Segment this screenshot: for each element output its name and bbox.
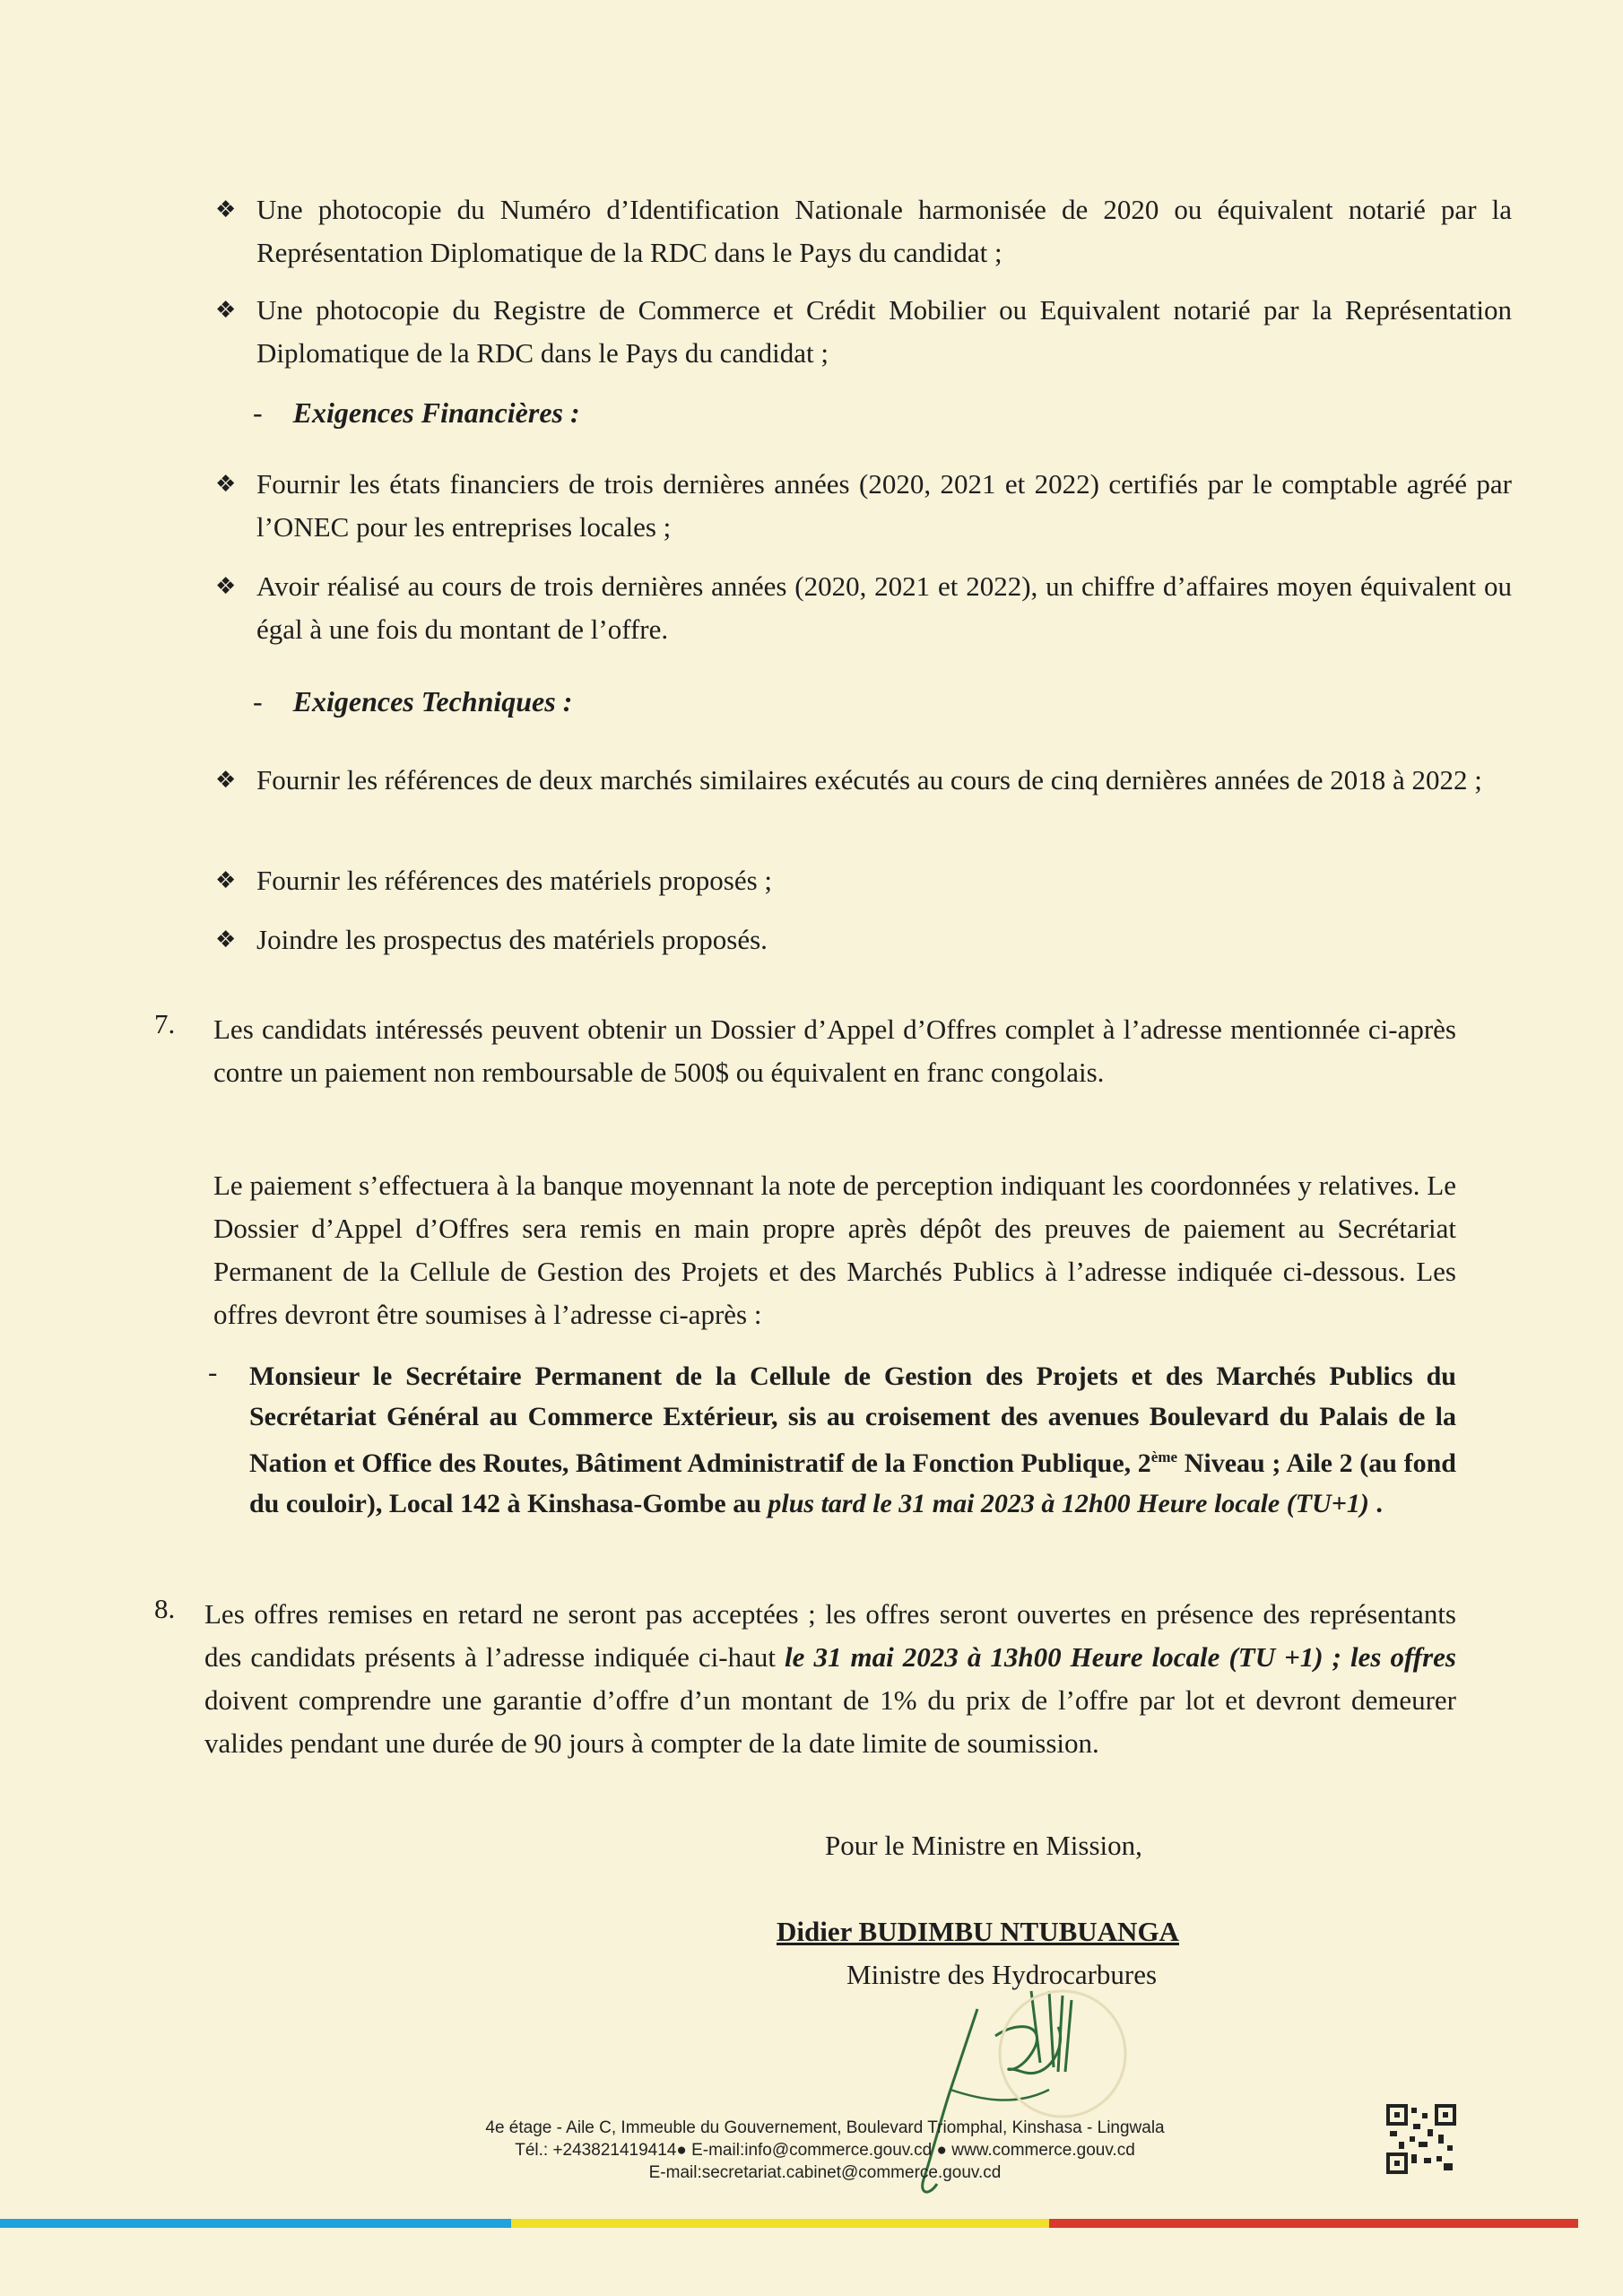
diamond-bullet-icon: ❖ [215,926,237,953]
diamond-bullet-icon: ❖ [215,471,237,498]
bullet-financial-1: ❖ Fournir les états financiers de trois dernières années (2020, 2021 et 2022) certifiés par le comptable agréé par l’ONEC pour les entreprises locales ; [215,463,1512,549]
bullet-financial-2: ❖ Avoir réalisé au cours de trois dernières années (2020, 2021 et 2022), un chiffre d’affaires moyen équivalent ou égal à une fois du montant de l’offre. [215,565,1512,651]
diamond-bullet-icon: ❖ [215,196,237,223]
stripe-yellow [511,2219,1049,2228]
signature-stroke [950,2090,1049,2100]
diamond-bullet-icon: ❖ [215,573,237,600]
signature-stroke [1031,1991,1072,2072]
diamond-bullet-icon: ❖ [215,767,237,794]
submission-deadline: plus tard le 31 mai 2023 à 12h00 Heure locale (TU+1) [768,1489,1369,1518]
item-8-text: Les offres remises en retard ne seront pas acceptées ; les offres seront ouvertes en présence des représentants des candidats présents à l’adresse indiquée ci-haut le 31 mai 2023 à 13h00 Heure locale (TU +1) ; les offres doivent comprendre une garantie d’offre d’un montant de 1% du prix de l’offre par lot et devront demeurer valides pendant une durée de 90 jours à compter de la date limite de soumission. [204,1598,1456,1759]
item-8-number: 8. [154,1593,176,1624]
heading-financial: - Exigences Financières : [253,396,580,429]
heading-technical: - Exigences Techniques : [253,685,573,718]
stripe-red [1049,2219,1578,2228]
address-dash: - [208,1356,218,1387]
footer-line-3: E-mail:secretariat.cabinet@commerce.gouv.cd [648,2163,1002,2182]
stripe-blue [0,2219,511,2228]
item-7-text: Les candidats intéressés peuvent obtenir un Dossier d’Appel d’Offres complet à l’adresse mentionnée ci-après contre un paiement non remboursable de 500$ ou équivalent en franc congolais. [213,1013,1456,1088]
item-7-number: 7. [154,1008,176,1039]
handwritten-signature [897,1955,1130,2224]
signatory-title: Ministre des Hydrocarbures [846,1959,1158,1990]
bullet-nin: ❖ Une photocopie du Numéro d’Identification Nationale harmonisée de 2020 ou équivalent notarié par la Représentation Diplomatique de la RDC dans le Pays du candidat ; [215,188,1512,274]
bullet-technical-1: ❖ Fournir les références de deux marchés similaires exécutés au cours de cinq dernières années de 2018 à 2022 ; [215,759,1512,802]
diamond-bullet-icon: ❖ [215,867,237,894]
diamond-bullet-icon: ❖ [215,297,237,324]
submission-address: Monsieur le Secrétaire Permanent de la Cellule de Gestion des Projets et des Marchés Publics du Secrétariat Général au Commerce Extérieur, sis au croisement des avenues Boulevard du Palais de la Nation et Office des Routes, Bâtiment Administratif de la Fonction Publique, 2ème Niveau ; Aile 2 (au fond du couloir), Local 142 à Kinshasa-Gombe au plus tard le 31 mai 2023 à 12h00 Heure locale (TU+1) . [249,1361,1456,1518]
signature-for-label: Pour le Ministre en Mission, [825,1830,1142,1861]
qr-code-icon [1386,2104,1456,2174]
footer-address [341,2117,1309,2184]
footer-line-2: Tél.: +243821419414● E-mail:info@commerce.gouv.cd ● www.commerce.gouv.cd [515,2141,1135,2160]
opening-date: le 31 mai 2023 à 13h00 Heure locale (TU +1) ; les offres [785,1641,1456,1673]
bullet-technical-3: ❖ Joindre les prospectus des matériels proposés. [215,918,1512,961]
bullet-registre: ❖ Une photocopie du Registre de Commerce et Crédit Mobilier ou Equivalent notarié par la Représentation Diplomatique de la RDC dans le Pays du candidat ; [215,289,1512,375]
signatory-name: Didier BUDIMBU NTUBUANGA [777,1916,1179,1947]
footer-line-1: 4e étage - Aile C, Immeuble du Gouvernement, Boulevard Triomphal, Kinshasa - Lingwala [485,2118,1165,2137]
bullet-technical-2: ❖ Fournir les références des matériels proposés ; [215,859,1512,902]
item-7-payment-paragraph: Le paiement s’effectuera à la banque moyennant la note de perception indiquant les coordonnées y relatives. Le Dossier d’Appel d’Offres sera remis en main propre après dépôt des preuves de paiement au Secrétariat Permanent de la Cellule de Gestion des Projets et des Marchés Publics à l’adresse indiquée ci-dessous. Les offres devront être soumises à l’adresse ci-après : [213,1170,1456,1330]
